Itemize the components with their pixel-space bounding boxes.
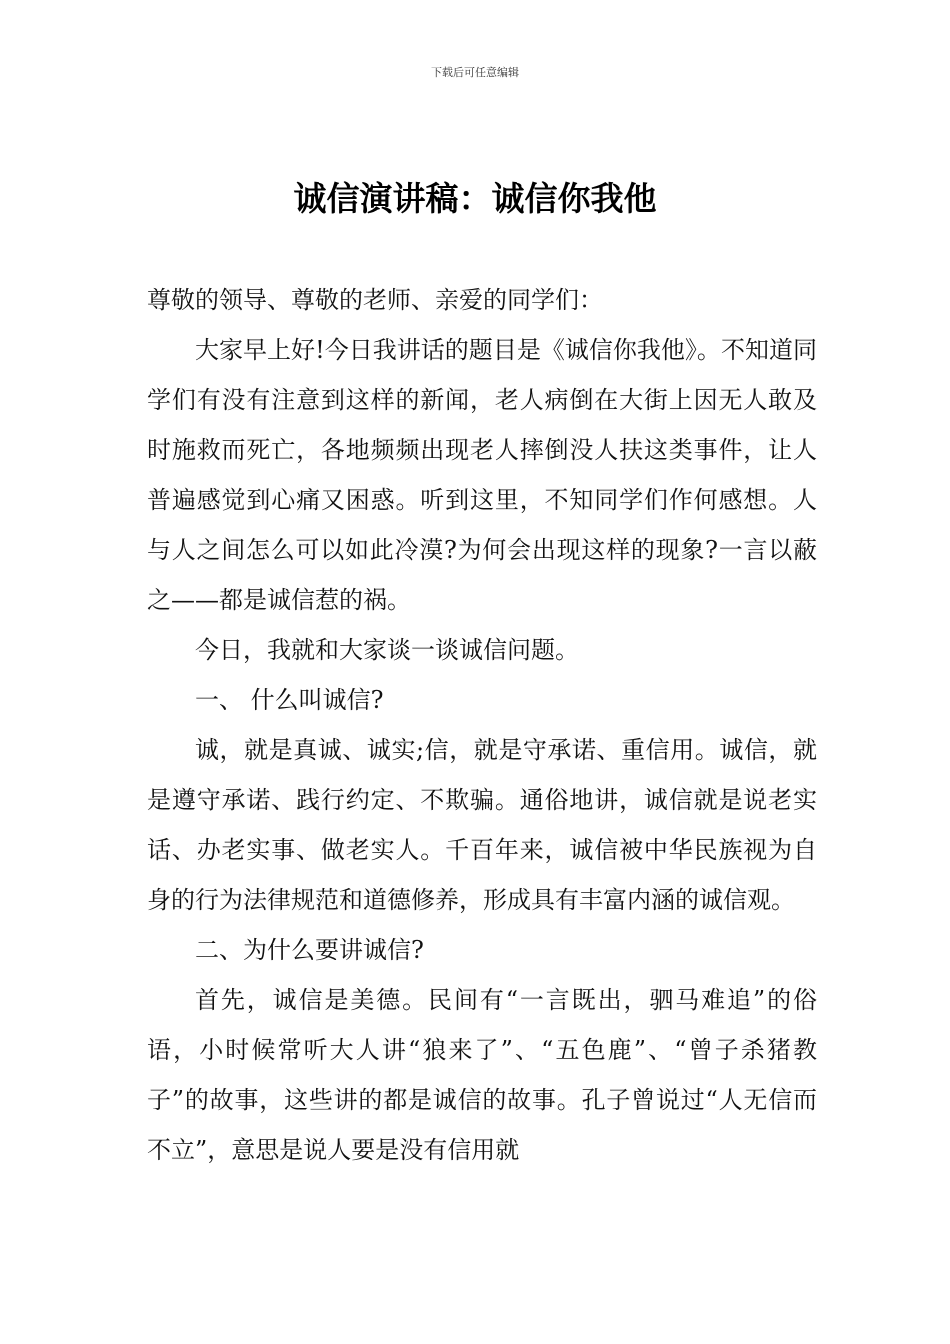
section-heading-1: 一、 什么叫诚信? (195, 686, 384, 714)
paragraph-definition: 诚，就是真诚、诚实;信，就是守承诺、重信用。诚信，就是遵守承诺、践行约定、不欺骗。通俗地讲，诚信就是说老实话、办老实事、做老实人。千百年来，诚信被中华民族视为自身的行为法律规范和道德修养，形成具有丰富内涵的诚信观。 (147, 736, 817, 914)
paragraph-salutation: 尊敬的领导、尊敬的老师、亲爱的同学们： (147, 286, 603, 314)
document-body (147, 275, 817, 1175)
paragraph-intro: 大家早上好!今日我讲话的题目是《诚信你我他》。不知道同学们有没有注意到这样的新闻，老人病倒在大街上因无人敢及时施救而死亡，各地频频出现老人摔倒没人扶这类事件，让人普遍感觉到心痛又困惑。听到这里，不知同学们作何感想。人与人之间怎么可以如此冷漠?为何会出现这样的现象?一言以蔽之——都是诚信惹的祸。 (147, 336, 817, 614)
header-note: 下载后可任意编辑 (431, 66, 519, 79)
document-title: 诚信演讲稿：诚信你我他 (293, 179, 657, 218)
paragraph-topic: 今日，我就和大家谈一谈诚信问题。 (195, 636, 579, 664)
section-heading-2: 二、为什么要讲诚信? (195, 936, 424, 964)
paragraph-virtue: 首先，诚信是美德。民间有“一言既出，驷马难追”的俗语，小时候常听大人讲“狼来了”、“五色鹿”、“曾子杀猪教子”的故事，这些讲的都是诚信的故事。孔子曾说过“人无信而不立”，意思是说人要是没有信用就 (147, 986, 817, 1164)
